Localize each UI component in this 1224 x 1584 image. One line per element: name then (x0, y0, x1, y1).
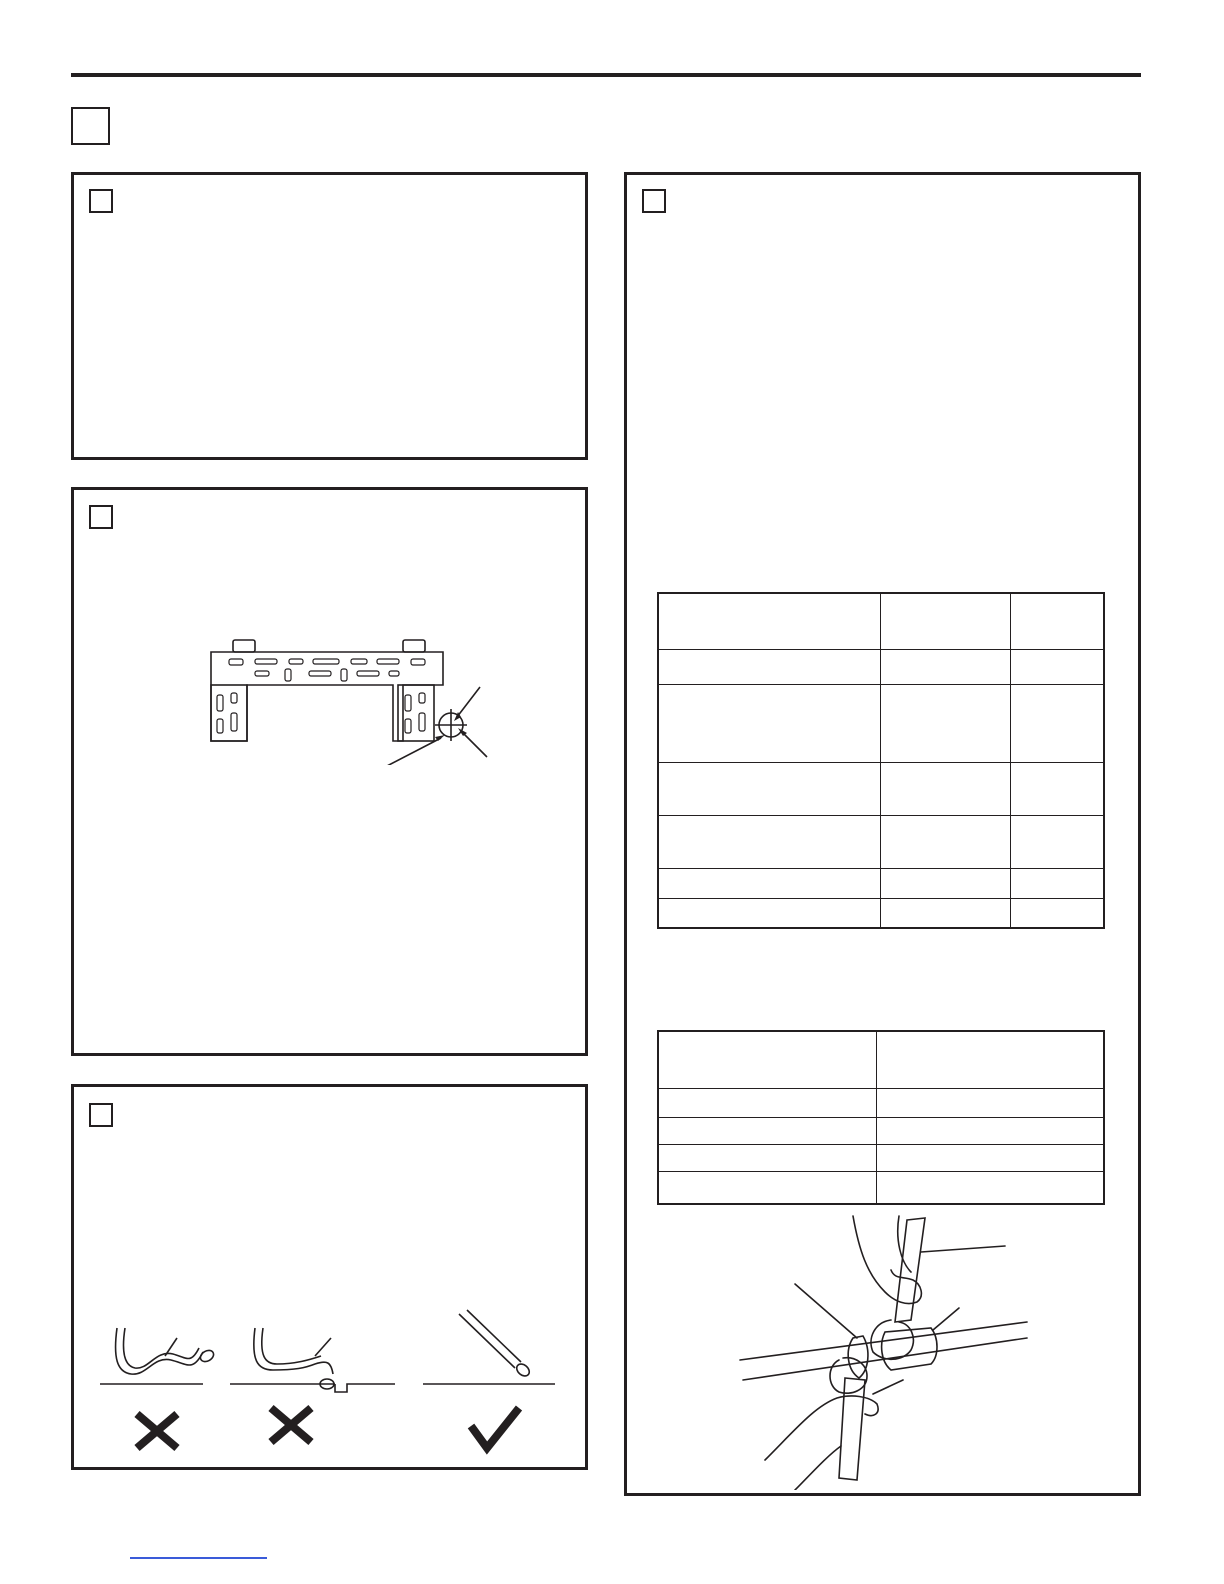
wrench-icon (735, 1210, 1035, 1490)
step-box-right (642, 189, 666, 213)
table-row (658, 593, 1104, 649)
spec-table-1 (657, 592, 1105, 929)
table-row (658, 1171, 1104, 1204)
mounting-plate-icon (205, 635, 495, 765)
footer-link[interactable] (130, 1557, 267, 1559)
check-mark-icon (471, 1408, 519, 1448)
table-row (658, 1088, 1104, 1117)
header-rule (71, 73, 1141, 77)
spec-table-2 (657, 1030, 1105, 1205)
panel-mid-left (71, 487, 588, 1056)
step-box-bottom-left (89, 1103, 113, 1127)
table-row (658, 815, 1104, 868)
table-row (658, 762, 1104, 815)
hose-illustrations (95, 1308, 565, 1458)
cross-mark-icon (271, 1408, 311, 1442)
step-box-mid-left (89, 505, 113, 529)
table-row (658, 684, 1104, 762)
cross-mark-icon (137, 1414, 177, 1448)
table-row (658, 898, 1104, 928)
table-row (658, 868, 1104, 898)
step-box-top-left (89, 189, 113, 213)
table-row (658, 1144, 1104, 1171)
main-step-box (71, 107, 110, 145)
panel-top-left (71, 172, 588, 460)
table-row (658, 649, 1104, 684)
table-row (658, 1031, 1104, 1088)
table-row (658, 1117, 1104, 1144)
